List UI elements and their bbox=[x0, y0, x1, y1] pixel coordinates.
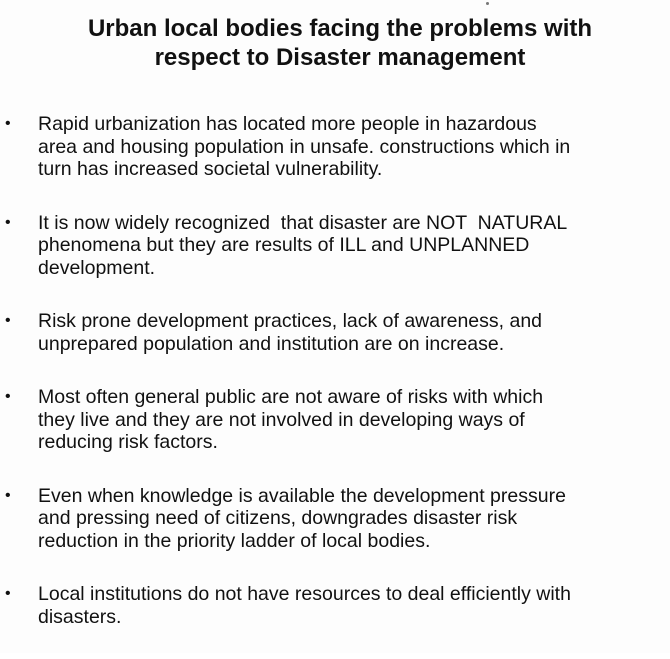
bullet-4-line-1: Most often general public are not aware of risks with which bbox=[38, 386, 544, 408]
bullet-dot-icon: • bbox=[5, 585, 11, 602]
bullet-item-1 bbox=[0, 113, 670, 181]
bullet-2-line-1: It is now widely recognized that disaster are NOT NATURAL bbox=[38, 211, 568, 234]
bullet-dot-icon: • bbox=[5, 486, 11, 504]
bullet-5-line-3: reduction in the priority ladder of local bodies. bbox=[38, 529, 431, 552]
bullet-item-5 bbox=[0, 485, 670, 553]
bullet-2-line-3: development. bbox=[38, 256, 156, 279]
bullet-3-line-2: unprepared population and institution are on increase. bbox=[38, 332, 505, 355]
bullet-dot-icon: • bbox=[5, 115, 11, 132]
bullet-item-2 bbox=[0, 212, 670, 280]
bullet-dot-icon: • bbox=[5, 388, 11, 405]
bullet-1-line-2: area and housing population in unsafe. constructions which in bbox=[38, 135, 571, 158]
bullet-6-line-1: Local institutions do not have resources to deal efficiently with bbox=[38, 583, 571, 605]
bullet-6-line-2: disasters. bbox=[38, 605, 122, 628]
title-line-2: respect to Disaster management bbox=[154, 44, 526, 71]
bullet-4-line-3: reducing risk factors. bbox=[38, 431, 218, 453]
bullet-item-6 bbox=[0, 583, 670, 628]
bullet-1-line-1: Rapid urbanization has located more people in hazardous bbox=[38, 113, 537, 135]
bullet-4-line-2: they live and they are not involved in developing ways of bbox=[38, 408, 525, 431]
bullet-5-line-2: and pressing need of citizens, downgrades disaster risk bbox=[38, 507, 518, 529]
bullet-list bbox=[0, 113, 670, 659]
bullet-5-line-1: Even when knowledge is available the development pressure bbox=[38, 484, 566, 507]
bullet-2-line-2: phenomena but they are results of ILL and UNPLANNED bbox=[38, 234, 530, 256]
bullet-dot-icon: • bbox=[5, 213, 11, 231]
scan-speck bbox=[486, 2, 489, 5]
bullet-1-line-3: turn has increased societal vulnerability. bbox=[38, 158, 383, 180]
bullet-dot-icon: • bbox=[5, 312, 11, 329]
page-title bbox=[20, 14, 660, 72]
title-line-1: Urban local bodies facing the problems with bbox=[87, 15, 593, 42]
bullet-3-line-1: Risk prone development practices, lack of awareness, and bbox=[38, 310, 543, 332]
bullet-item-3 bbox=[0, 310, 670, 355]
bullet-item-4 bbox=[0, 386, 670, 454]
